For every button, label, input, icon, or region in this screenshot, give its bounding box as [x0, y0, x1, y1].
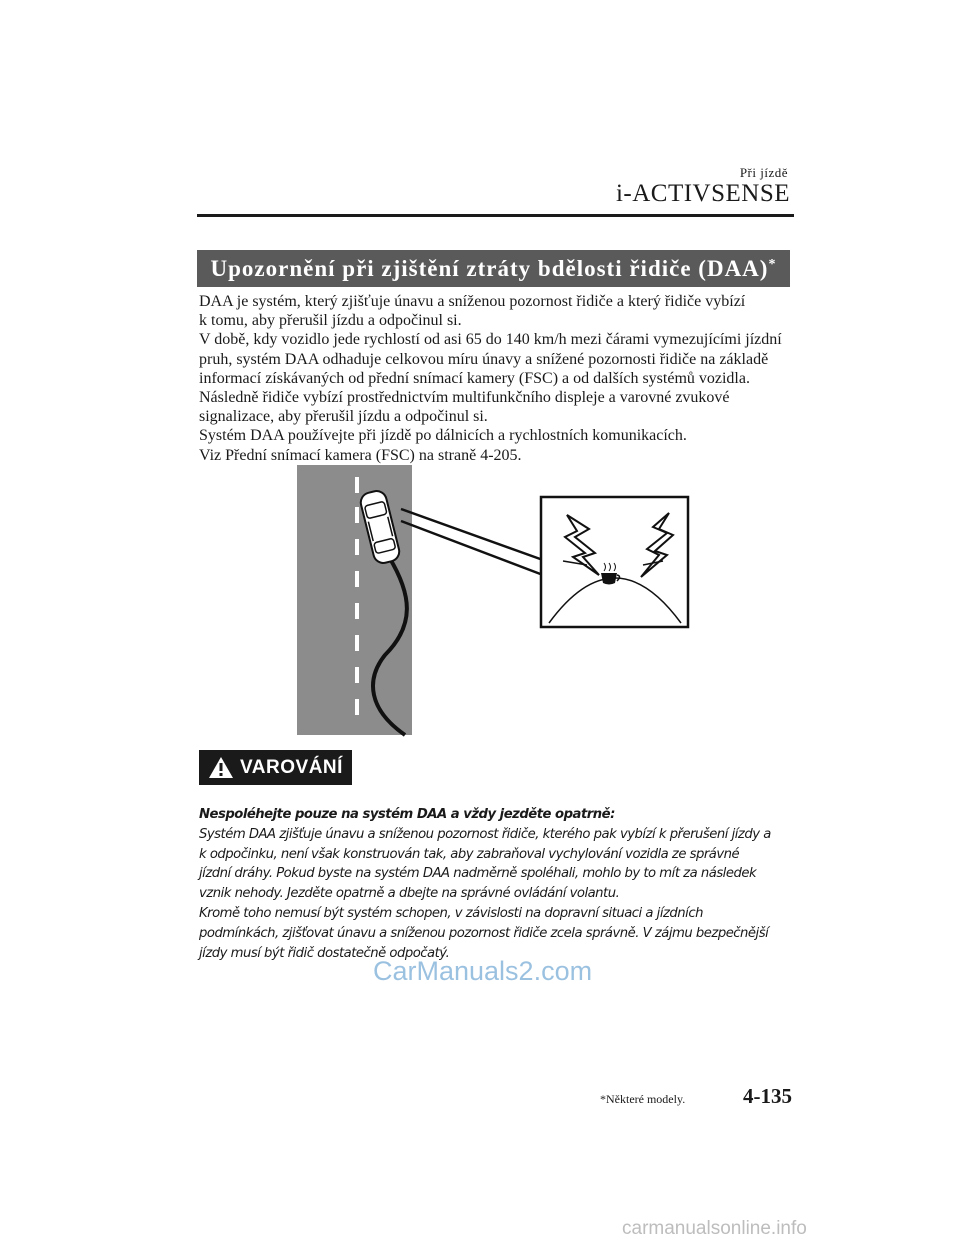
callout-line [401, 521, 543, 575]
warning-line: podmínkách, zjišťovat únavu a sníženou pozornost řidiče zcela správně. V zájmu bezpečnější [199, 925, 769, 941]
footnote-marker: * [768, 256, 777, 272]
warning-line: jízdní dráhy. Pokud byste na systém DAA nadměrně spoléhali, mohlo by to mít za následek [199, 866, 757, 882]
body-line: pruh, systém DAA odhaduje celkovou míru únavy a snížené pozornosti řidiče na základě [199, 350, 769, 368]
warning-line: vznik nehody. Jezděte opatrně a dbejte na správné ovládání volantu. [199, 886, 620, 902]
warning-line: jízdy musí být řidič dostatečně odpočatý. [199, 945, 450, 961]
footnote: *Některé modely. [600, 1092, 686, 1106]
chapter-title: i-ACTIVSENSE [615, 180, 790, 207]
section-heading-text: Upozornění při zjištění ztráty bdělosti řidiče (DAA) [210, 255, 769, 281]
body-line: Viz Přední snímací kamera (FSC) na straně 4-205. [199, 446, 522, 464]
warning-line: Systém DAA zjišťuje únavu a sníženou pozornost řidiče, kterého pak vybízí k přerušení jízdy a [199, 826, 771, 842]
page-number: 4-135 [743, 1084, 792, 1108]
section-heading [197, 250, 790, 287]
warning-triangle-icon [208, 756, 234, 779]
warning-line: k odpočinku, není však konstruován tak, aby zabraňoval vychylování vozidla ze správné [199, 846, 740, 862]
body-line: DAA je systém, který zjišťuje únavu a sníženou pozornost řidiče a který řidiče vybízí [199, 293, 746, 310]
callout-line [401, 509, 543, 560]
road [297, 465, 412, 735]
body-line: informací získávaných od přední snímací kamery (FSC) a od dalších systémů vozidla. [199, 369, 750, 387]
body-text [199, 292, 799, 465]
warning-label-box [199, 750, 352, 785]
body-line: V době, kdy vozidlo jede rychlostí od asi 65 do 140 km/h mezi čárami vymezujícími jízdní [199, 331, 782, 349]
warning-label: VAROVÁNÍ [240, 756, 343, 778]
watermark-link[interactable]: CarManuals2.com [373, 956, 593, 986]
body-line: k tomu, aby přerušil jízdu a odpočinul si. [199, 312, 462, 330]
body-line: Následně řidiče vybízí prostřednictvím multifunkčního displeje a varovné zvukové [199, 389, 730, 407]
body-line: signalizace, aby přerušil jízdu a odpočinul si. [199, 408, 488, 426]
warning-lead: Nespoléhejte pouze na systém DAA a vždy jezděte opatrně: [199, 807, 615, 822]
section-label: Při jízdě [739, 165, 788, 180]
warning-line: Kromě toho nemusí být systém schopen, v závislosti na dopravní situaci a jízdních [199, 905, 703, 921]
header-rule [197, 214, 794, 217]
daa-illustration [297, 465, 697, 740]
body-line: Systém DAA používejte při jízdě po dálnicích a rychlostních komunikacích. [199, 427, 687, 445]
watermark-footer-link[interactable]: carmanualsonline.info [622, 1218, 807, 1239]
warning-text [199, 805, 799, 963]
